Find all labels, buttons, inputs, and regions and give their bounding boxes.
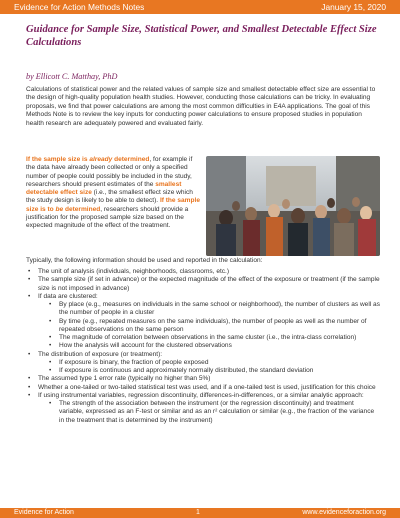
header-bar — [0, 0, 400, 14]
list-item: • The unit of analysis (individuals, neighborhoods, classrooms, etc.) — [26, 268, 380, 276]
list-item — [26, 351, 380, 376]
sub-list-item: • How the analysis will account for the clustered observations — [38, 342, 380, 350]
callout-hl-2c: determined — [63, 205, 101, 213]
sub-list-item: • The magnitude of correlation between observations in the same cluster (i.e., the intra-class correlation) — [38, 334, 380, 342]
list-item — [26, 293, 380, 351]
document-title: Guidance for Sample Size, Statistical Power, and Smallest Detectable Effect Size Calculations — [26, 24, 377, 48]
list-item: • The assumed type 1 error rate (typically no higher than 5%) — [26, 375, 380, 383]
footer-url[interactable]: www.evidenceforaction.org — [302, 509, 386, 516]
crowd-photo — [206, 156, 380, 256]
sub-list-item: • The strength of the association between the instrument (or the regression discontinuity) and treatment variable, expressed as an F-test or similar and as an r² calculation or similar (e.g., the fraction of the variance in the treatment that is determined by the instrument) — [38, 400, 380, 425]
sub-list-item: • By place (e.g., measures on individuals in the same school or neighborhood), the number of clusters as well as the number of people in a cluster — [38, 301, 380, 318]
callout-text — [26, 156, 202, 230]
list-item-label: If using instrumental variables, regression discontinuity, differences-in-differences, or a similar analytic approach: — [38, 391, 364, 399]
sub-list — [38, 400, 380, 425]
callout-hl-1a: If the sample size is — [26, 156, 90, 163]
callout-text-1d: , for example if the data have already been collected or only a specified number of people could possibly be included in the study, researchers should present estimates of the — [26, 156, 193, 188]
callout-hl-2a: If the sample size is to — [26, 197, 200, 213]
list-item: • Whether a one-tailed or two-tailed statistical test was used, and if a one-tailed test is used, justification for this choice — [26, 384, 380, 392]
sub-list-item: • If exposure is binary, the fraction of people exposed — [38, 359, 380, 367]
sub-list — [38, 301, 380, 351]
callout-hl-1e: smallest detectable effect size — [26, 180, 182, 196]
list-item-label: The distribution of exposure (or treatment): — [38, 350, 163, 358]
list-item-label: If data are clustered: — [38, 292, 98, 300]
list-intro: Typically, the following information should be used and reported in the calculation: — [26, 257, 263, 264]
series-label: Evidence for Action Methods Notes — [14, 2, 145, 12]
requirements-list — [26, 268, 380, 425]
date-label: January 15, 2020 — [321, 2, 386, 12]
sub-list — [38, 359, 380, 376]
callout-text-1f: (i.e., the smallest effect size which the study design is likely to be able to detect). — [26, 189, 193, 205]
footer-left: Evidence for Action — [14, 509, 74, 516]
sub-list-item: • By time (e.g., repeated measures on the same individuals), the number of people as well as the number of repeated observations on the same person — [38, 318, 380, 335]
footer-bar — [0, 508, 400, 518]
callout-hl-2b: be — [55, 205, 64, 213]
page-number: 1 — [196, 509, 200, 516]
intro-paragraph: Calculations of statistical power and the related values of sample size and smallest detectable effect size are essential to the design of high-quality population health studies. However, conducting those calculations can be tricky. In evaluating proposals, we find that power calculations are among the most common difficulties in E4A applications. The goal of this Methods Note is to review the key inputs for conducting power calculations to ensure proposed studies in population health research are adequately powered and evaluated fairly. — [26, 86, 376, 127]
callout-text-2d: , researchers should provide a justification for the proposed sample size based on the expected magnitude of the effect of the treatment. — [26, 205, 189, 229]
callout-hl-1b: already — [89, 156, 113, 163]
list-item — [26, 392, 380, 425]
sub-list-item: • If exposure is continuous and approximately normally distributed, the standard deviation — [38, 367, 380, 375]
author-line: by Ellicott C. Matthay, PhD — [26, 72, 118, 81]
callout-hl-1c: determined — [112, 156, 150, 163]
list-item: • The sample size (if set in advance) or the expected magnitude of the effect of the exposure or treatment (if the sample size is not imposed in advance) — [26, 276, 380, 293]
